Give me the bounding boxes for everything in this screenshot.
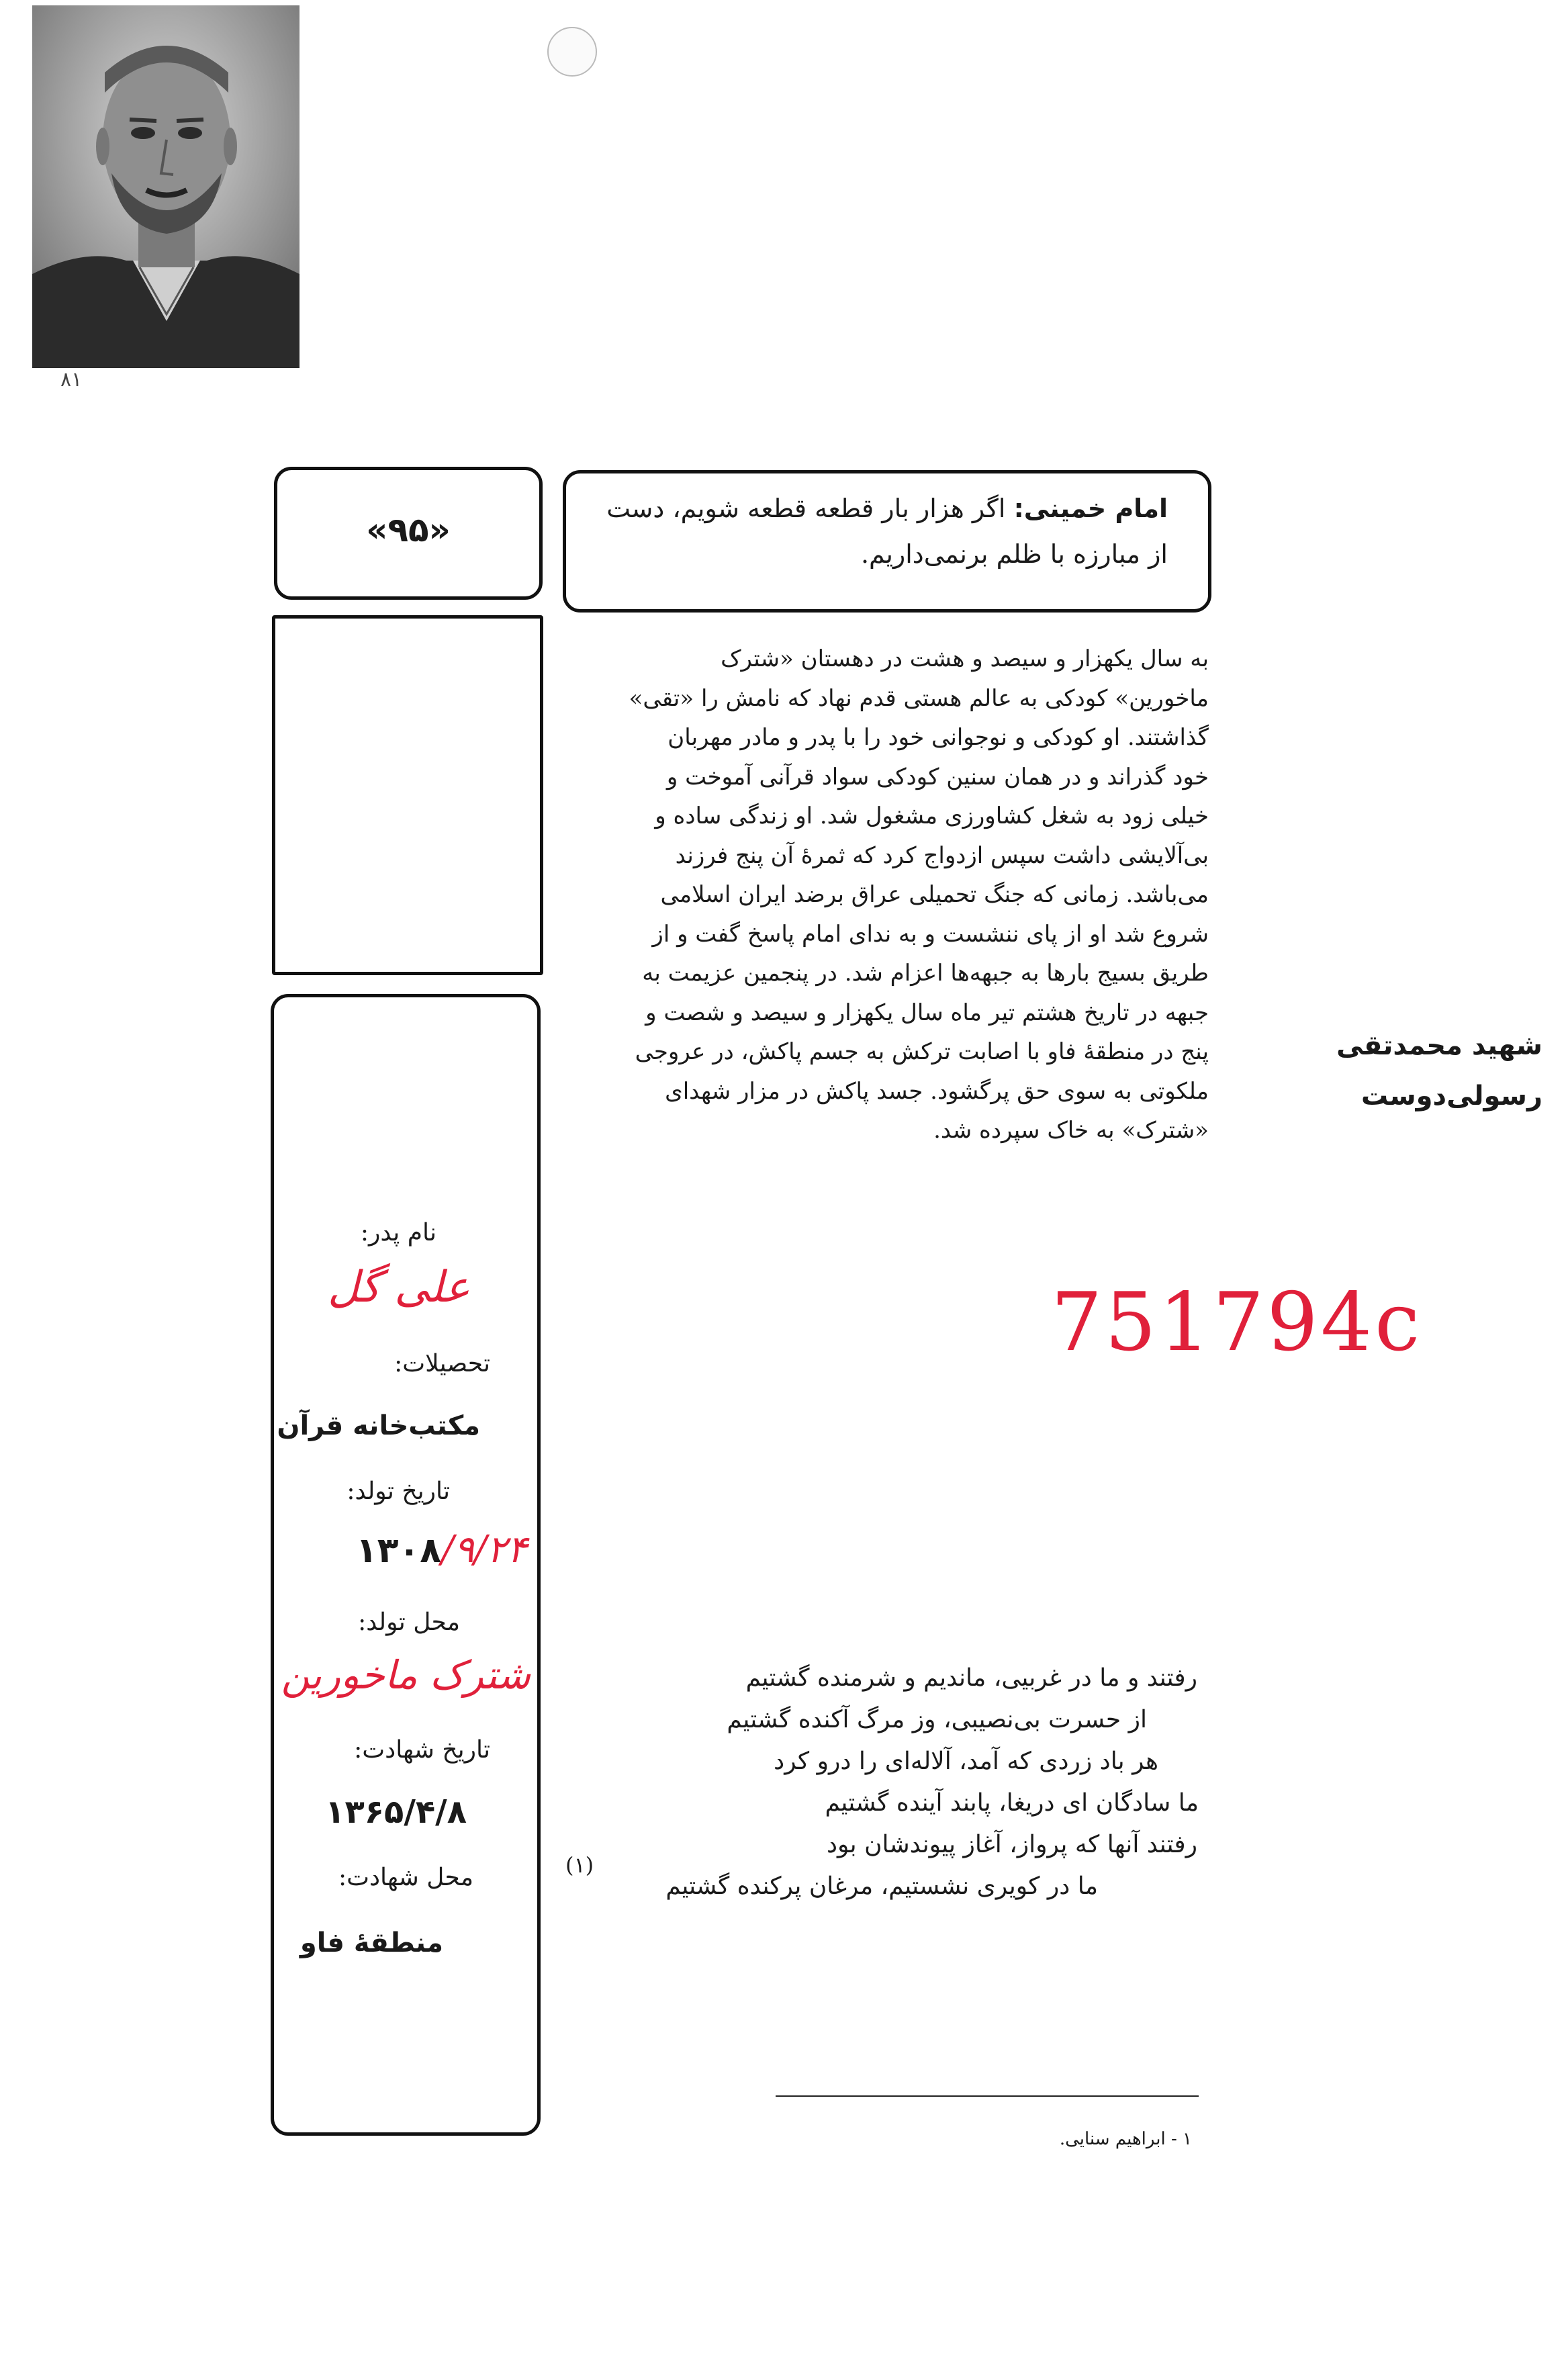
biography-line: «شترک» به خاک سپرده شد.	[933, 1117, 1209, 1144]
biography-line: بی‌آلایشی داشت سپس ازدواج کرد که ثمرهٔ آن پنج فرزند	[675, 842, 1209, 869]
father-label: نام پدر:	[360, 1219, 436, 1247]
birth-place-handwritten: شترک ماخورین	[281, 1652, 531, 1698]
poem-line: از حسرت بی‌نصیبی، وز مرگ آکنده گشتیم	[727, 1706, 1147, 1733]
education-value: مکتب‌خانه قرآن	[277, 1410, 480, 1441]
poem-line: هر باد زردی که آمد، آلاله‌ای را درو کرد	[774, 1748, 1158, 1775]
father-handwritten: علی گل	[328, 1263, 470, 1312]
quote-box	[563, 470, 1211, 613]
birth-date	[356, 1528, 527, 1572]
biography-line: پنج در منطقهٔ فاو با اصابت ترکش به جسم پاکش، در عروجی	[635, 1038, 1209, 1065]
martyrdom-place-label: محل شهادت:	[338, 1864, 473, 1891]
birth-place-label: محل تولد:	[358, 1609, 460, 1636]
biography-line: می‌باشد. زمانی که جنگ تحمیلی عراق برضد ایران اسلامی	[660, 881, 1209, 908]
poem-line: رفتند و ما در غربیی، ماندیم و شرمنده گشتیم	[745, 1664, 1197, 1692]
biography-line: شروع شد او از پای ننشست و به ندای امام پاسخ گفت و از	[652, 920, 1209, 948]
biography-line: به سال یکهزار و سیصد و هشت در دهستان «شترک	[721, 645, 1209, 672]
birth-date-label: تاریخ تولد:	[347, 1478, 450, 1505]
poem-line: رفتند آنها که پرواز، آغاز پیوندشان بود	[827, 1831, 1197, 1858]
biography-line: خیلی زود به شغل کشاورزی مشغول شد. او زندگی ساده و	[655, 803, 1209, 829]
martyrdom-place-value: منطقهٔ فاو	[299, 1928, 443, 1958]
footnote: ۱ - ابراهیم سنایی.	[1059, 2129, 1192, 2149]
biography	[564, 639, 1209, 1150]
quote-text	[604, 486, 1168, 577]
biography-line: ملکوتی به سوی حق پرگشود. جسد پاکش در مزار شهدای	[665, 1077, 1209, 1105]
biography-line: طریق بسیج بارها به جبهه‌ها اعزام شد. در پنجمین عزیمت به	[642, 960, 1209, 987]
handwritten-archive-number: 751794c	[1051, 1276, 1423, 1369]
poem-line: ما در کویری نشستیم، مرغان پرکنده گشتیم	[665, 1872, 1098, 1900]
blank-box	[272, 615, 543, 975]
footnote-divider	[776, 2095, 1199, 2097]
biography-line: خود گذراند و در همان سنین کودکی سواد قرآنی آموخت و	[666, 763, 1209, 790]
record-number: «۹۵»	[366, 510, 451, 549]
portrait-photo	[32, 5, 299, 368]
martyrdom-date-label: تاریخ شهادت:	[354, 1736, 490, 1764]
biography-line: جبهه در تاریخ هشتم تیر ماه سال یکهزار و سیصد و شصت و	[645, 999, 1209, 1026]
quote-body: اگر هزار بار قطعه قطعه شویم، دست از مبارزه با ظلم برنمی‌داریم.	[606, 494, 1168, 569]
birth-date-value: ۱۳۰۸	[356, 1531, 441, 1571]
martyrdom-date-value: ۱۳۶۵/۴/۸	[325, 1793, 467, 1831]
martyr-surname: رسولی‌دوست	[1361, 1081, 1542, 1112]
photo-number: ٨١	[60, 368, 83, 392]
education-label: تحصیلات:	[394, 1350, 490, 1377]
punch-hole	[547, 27, 597, 77]
record-number-box	[274, 467, 543, 600]
biography-line: ماخورین» کودکی به عالم هستی قدم نهاد که نامش را «تقی»	[629, 684, 1209, 712]
poem-reference: (۱)	[565, 1852, 594, 1878]
birth-date-handwritten: /۹/۲۴	[441, 1528, 527, 1572]
biography-line: گذاشتند. او کودکی و نوجوانی خود را با پدر و مادر مهربان	[667, 724, 1209, 751]
poem-line: ما سادگان ای دریغا، پابند آینده گشتیم	[825, 1789, 1199, 1817]
quote-speaker: امام خمینی:	[1013, 494, 1168, 523]
martyr-title: شهید محمدتقی	[1336, 1030, 1542, 1061]
martyr-name	[1314, 1021, 1542, 1122]
